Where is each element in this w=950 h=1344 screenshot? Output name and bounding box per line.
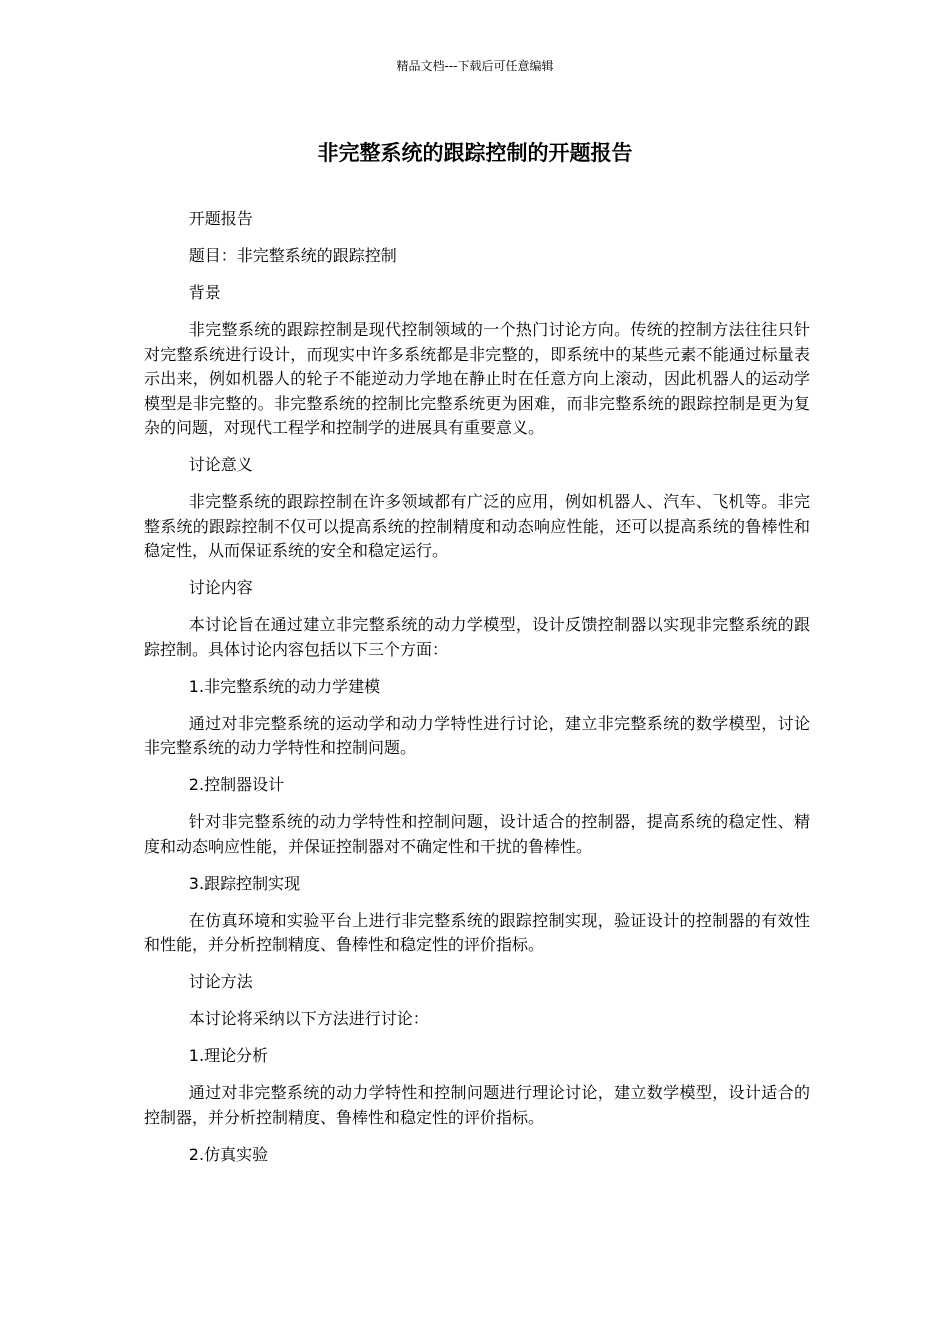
method-1-heading: 1.理论分析: [188, 1046, 269, 1065]
topic-line: 题目：非完整系统的跟踪控制: [188, 246, 397, 265]
content-item-2-heading: 2.控制器设计: [188, 775, 285, 794]
methods-intro: 本讨论将采纳以下方法进行讨论：: [188, 1009, 429, 1028]
content-item-1-heading: 1.非完整系统的动力学建模: [188, 676, 381, 696]
method-1-paragraph: 通过对非完整系统的动力学特性和控制问题进行理论讨论，建立数学模型，设计适合的控制器，并分析控制精度、鲁棒性和稳定性的评价指标。: [144, 1083, 810, 1127]
significance-paragraph: 非完整系统的跟踪控制在许多领域都有广泛的应用，例如机器人、汽车、飞机等。非完整系统的跟踪控制不仅可以提高系统的控制精度和动态响应性能，还可以提高系统的鲁棒性和稳定性，从而保证系统的安全和稳定运行。: [144, 492, 810, 560]
content-item-3-heading: 3.跟踪控制实现: [188, 873, 301, 893]
header-note: 精品文档---下载后可任意编辑: [396, 59, 554, 73]
document-title: 非完整系统的跟踪控制的开题报告: [317, 141, 633, 165]
method-2-heading: 2.仿真实验: [188, 1144, 269, 1164]
section-heading-background: 背景: [188, 283, 221, 302]
content-item-1-paragraph: 通过对非完整系统的运动学和动力学特性进行讨论，建立非完整系统的数学模型，讨论非完整系统的动力学特性和控制问题。: [144, 713, 810, 757]
section-heading-content: 讨论内容: [188, 578, 253, 597]
section-heading-methods: 讨论方法: [188, 972, 253, 991]
document-body: [144, 207, 810, 1180]
content-item-2-paragraph: 针对非完整系统的动力学特性和控制问题，设计适合的控制器，提高系统的稳定性、精度和动态响应性能，并保证控制器对不确定性和干扰的鲁棒性。: [144, 812, 810, 856]
content-item-3-paragraph: 在仿真环境和实验平台上进行非完整系统的跟踪控制实现，验证设计的控制器的有效性和性能，并分析控制精度、鲁棒性和稳定性的评价指标。: [144, 910, 810, 954]
section-heading-report: 开题报告: [188, 209, 253, 228]
section-heading-significance: 讨论意义: [188, 455, 253, 474]
background-paragraph: 非完整系统的跟踪控制是现代控制领域的一个热门讨论方向。传统的控制方法往往只针对完整系统进行设计，而现实中许多系统都是非完整的，即系统中的某些元素不能通过标量表示出来，例如机器人的轮子不能逆动力学地在静止时在任意方向上滚动，因此机器人的运动学模型是非完整的。非完整系统的控制比完整系统更为困难，而非完整系统的跟踪控制是更为复杂的问题，对现代工程学和控制学的进展具有重要意义。: [144, 320, 810, 437]
content-paragraph: 本讨论旨在通过建立非完整系统的动力学模型，设计反馈控制器以实现非完整系统的跟踪控制。具体讨论内容包括以下三个方面：: [144, 615, 810, 659]
